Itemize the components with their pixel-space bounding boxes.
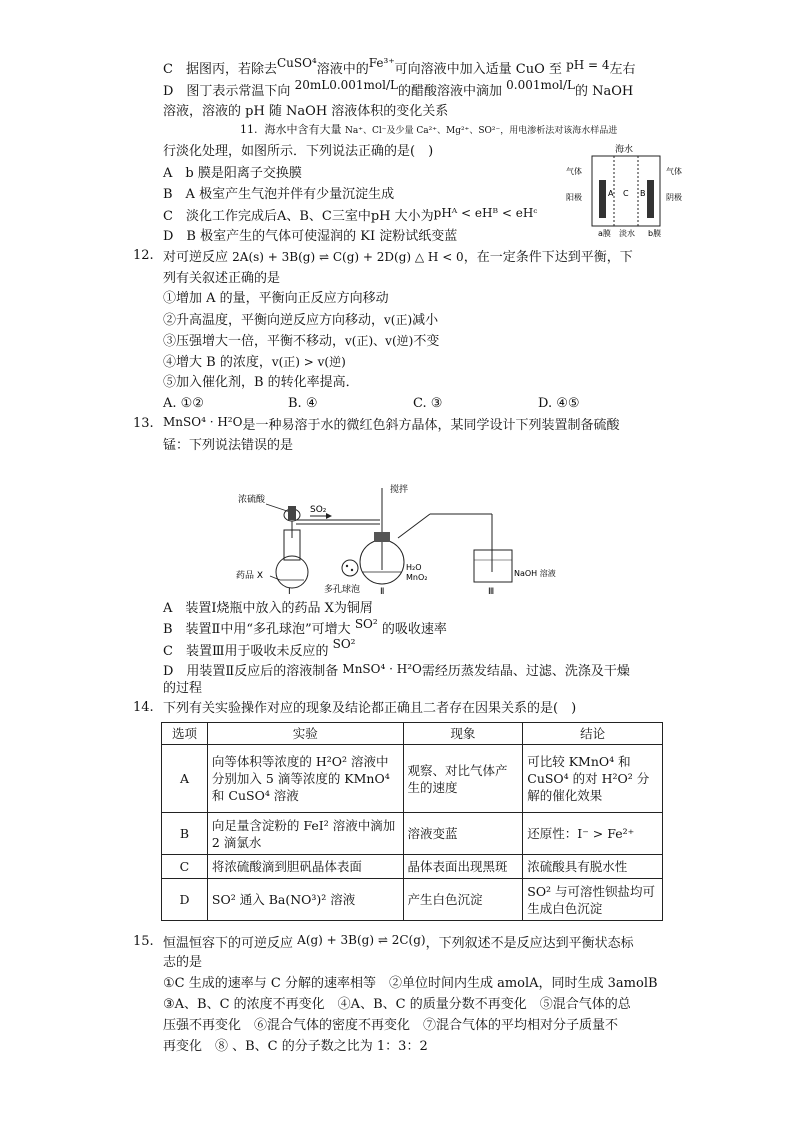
q12-choice-a: A. ①② bbox=[163, 396, 204, 411]
q12-stem-cont: 列有关叙述正确的是 bbox=[163, 271, 281, 286]
col-header-conclusion: 结论 bbox=[523, 723, 663, 745]
fig-membrane-a-label: a膜 bbox=[598, 229, 611, 238]
row-option: B bbox=[162, 813, 208, 855]
q12-choice-b: B. ④ bbox=[288, 396, 318, 411]
row-phenomenon: 产生白色沉淀 bbox=[403, 879, 523, 921]
electrodialysis-diagram bbox=[562, 140, 687, 240]
beaker-III bbox=[474, 550, 512, 582]
flask-I bbox=[276, 556, 308, 588]
q14-number: 14. bbox=[133, 700, 154, 715]
fig-membrane-b-label: b膜 bbox=[648, 229, 662, 238]
apparatus-diagram bbox=[230, 480, 556, 597]
fig-mno2-label: MnO₂ bbox=[406, 573, 428, 582]
fig-roman-2: Ⅱ bbox=[380, 587, 385, 597]
q11-option-a: A b 膜是阳离子交换膜 bbox=[163, 166, 302, 181]
q15-line-3: 压强不再变化 ⑥混合气体的密度不再变化 ⑦混合气体的平均相对分子质量不 bbox=[163, 1018, 619, 1033]
col-header-option: 选项 bbox=[162, 723, 208, 745]
row-experiment: 向等体积等浓度的 H²O² 溶液中分别加入 5 滴等浓度的 KMnO⁴ 和 CuSO⁴ 溶液 bbox=[207, 745, 403, 813]
col-header-phenomenon: 现象 bbox=[403, 723, 523, 745]
q11-stem: 11. 海水中含有大量 Na⁺、Cl⁻及少量 Ca²⁺、Mg²⁺、SO²⁻，用电渗析法对该海水样品进 bbox=[240, 123, 618, 136]
q15-stem-cont: 志的是 bbox=[163, 955, 203, 970]
row-phenomenon: 晶体表面出现黑斑 bbox=[403, 855, 523, 879]
q10-option-d-cont: 溶液，溶液的 pH 随 NaOH 溶液体积的变化关系 bbox=[163, 104, 449, 119]
q11-stem-cont: 行淡化处理，如图所示．下列说法正确的是( ) bbox=[163, 144, 434, 159]
table-header-row bbox=[162, 723, 663, 745]
funnel-stopper bbox=[288, 506, 296, 520]
fig-naoh-label: NaOH 溶液 bbox=[514, 569, 556, 578]
q15-line-1: ①C 生成的速率与 C 分解的速率相等 ②单位时间内生成 amolA，同时生成 3amolB bbox=[163, 976, 658, 991]
q12-choice-d: D. ④⑤ bbox=[538, 396, 580, 411]
q13-option-a: A 装置Ⅰ烧瓶中放入的药品 X为铜屑 bbox=[163, 601, 373, 616]
q13-option-d-cont: 的过程 bbox=[163, 681, 203, 696]
q12-item-1: ①增加 A 的量，平衡向正反应方向移动 bbox=[163, 291, 389, 306]
row-experiment: SO² 通入 Ba(NO³)² 溶液 bbox=[207, 879, 403, 921]
q12-choice-c: C. ③ bbox=[413, 396, 443, 411]
q12-item-2: ②升高温度，平衡向逆反应方向移动，v(正)减小 bbox=[163, 313, 439, 328]
q13-number: 13. bbox=[133, 416, 154, 431]
fig-bubbler-label: 多孔球泡 bbox=[324, 585, 361, 595]
fig-so2-label: SO₂ bbox=[310, 505, 327, 515]
fig-cathode-label: 阴极 bbox=[666, 193, 682, 202]
porous-bubbler bbox=[342, 560, 358, 576]
col-header-experiment: 实验 bbox=[207, 723, 403, 745]
q12-item-4: ④增大 B 的浓度，v(正) > v(逆) bbox=[163, 355, 346, 370]
q13-stem-cont: 锰：下列说法错误的是 bbox=[163, 438, 294, 453]
fig-h2o-label: H₂O bbox=[406, 563, 422, 572]
table-row bbox=[162, 745, 663, 813]
q12-item-3: ③压强增大一倍，平衡不移动，v(正)、v(逆)不变 bbox=[163, 334, 440, 349]
q13-option-d: D 用装置Ⅱ反应后的溶液制备 MnSO⁴ · H²O需经历蒸发结晶、过滤、洗涤及干燥 bbox=[163, 662, 630, 679]
row-conclusion: 浓硫酸具有脱水性 bbox=[523, 855, 663, 879]
q12-item-5: ⑤加入催化剂，B 的转化率提高． bbox=[163, 375, 359, 390]
table-row bbox=[162, 879, 663, 921]
fig-roman-3: Ⅲ bbox=[488, 587, 495, 597]
anode-electrode bbox=[599, 180, 606, 218]
q13-stem: MnSO⁴ · H²O是一种易溶于水的微红色斜方晶体，某同学设计下列装置制备硫酸 bbox=[163, 415, 620, 433]
table-row bbox=[162, 813, 663, 855]
fig-stir-label: 搅拌 bbox=[390, 485, 409, 495]
q11-option-c: C 淡化工作完成后A、B、C三室中pH 大小为pHᴬ < eHᴮ < eHᶜ bbox=[163, 206, 538, 224]
row-option: A bbox=[162, 745, 208, 813]
cathode-electrode bbox=[647, 180, 654, 218]
row-experiment: 将浓硫酸滴到胆矾晶体表面 bbox=[207, 855, 403, 879]
fig-acid-label: 浓硫酸 bbox=[238, 495, 266, 505]
row-phenomenon: 观察、对比气体产生的速度 bbox=[403, 745, 523, 813]
q13-option-b: B 装置Ⅱ中用“多孔球泡”可增大 SO² 的吸收速率 bbox=[163, 617, 447, 637]
q14-stem: 下列有关实验操作对应的现象及结论都正确且二者存在因果关系的是( ) bbox=[163, 701, 577, 716]
fig-gas-left: 气体 bbox=[566, 167, 582, 176]
table-row bbox=[162, 855, 663, 879]
q13-option-c: C 装置Ⅲ用于吸收未反应的 SO² bbox=[163, 637, 356, 659]
row-conclusion: 还原性：I⁻ > Fe²⁺ bbox=[523, 813, 663, 855]
q11-option-b: B A 极室产生气泡并伴有少量沉淀生成 bbox=[163, 187, 395, 202]
q12-number: 12. bbox=[133, 248, 154, 263]
row-option: D bbox=[162, 879, 208, 921]
fig-anode-label: 阳极 bbox=[566, 193, 582, 202]
row-option: C bbox=[162, 855, 208, 879]
q15-number: 15. bbox=[133, 934, 154, 949]
q15-line-4: 再变化 ⑧ 、B、C 的分子数之比为 1：3：2 bbox=[163, 1039, 428, 1054]
q10-option-c: C 据图丙，若除去CuSO⁴溶液中的Fe³⁺可向溶液中加入适量 CuO 至 pH = 4左右 bbox=[163, 56, 636, 77]
fig-gas-right: 气体 bbox=[666, 167, 682, 176]
q12-stem: 对可逆反应 2A(s) + 3B(g) ⇌ C(g) + 2D(g) △ H < 0，在一定条件下达到平衡，下 bbox=[163, 250, 633, 265]
experiment-table bbox=[161, 722, 663, 921]
fig-seawater-label: 海水 bbox=[614, 145, 634, 155]
q10-option-d: D 图丁表示常温下向 20mL0.001mol/L的醋酸溶液中滴加 0.001mol/L的 NaOH bbox=[163, 78, 634, 99]
row-phenomenon: 溶液变蓝 bbox=[403, 813, 523, 855]
q11-option-d: D B 极室产生的气体可使湿润的 KI 淀粉试纸变蓝 bbox=[163, 229, 458, 244]
fig-chamber-b: B bbox=[640, 189, 646, 198]
fig-freshwater-label: 淡水 bbox=[619, 229, 635, 238]
q15-line-2: ③A、B、C 的浓度不再变化 ④A、B、C 的质量分数不再变化 ⑤混合气体的总 bbox=[163, 997, 631, 1012]
fig-chamber-c: C bbox=[623, 189, 629, 198]
row-conclusion: SO² 与可溶性钡盐均可生成白色沉淀 bbox=[523, 879, 663, 921]
fig-roman-1: Ⅰ bbox=[288, 587, 291, 597]
row-conclusion: 可比较 KMnO⁴ 和 CuSO⁴ 的对 H²O² 分解的催化效果 bbox=[523, 745, 663, 813]
fig-drug-x-label: 药品 X bbox=[236, 571, 264, 581]
fig-chamber-a: A bbox=[608, 189, 614, 198]
row-experiment: 向足量含淀粉的 FeI² 溶液中滴加 2 滴氯水 bbox=[207, 813, 403, 855]
q15-stem: 恒温恒容下的可逆反应 A(g) + 3B(g) ⇌ 2C(g)，下列叙述不是反应达到平衡状态标 bbox=[163, 933, 634, 951]
